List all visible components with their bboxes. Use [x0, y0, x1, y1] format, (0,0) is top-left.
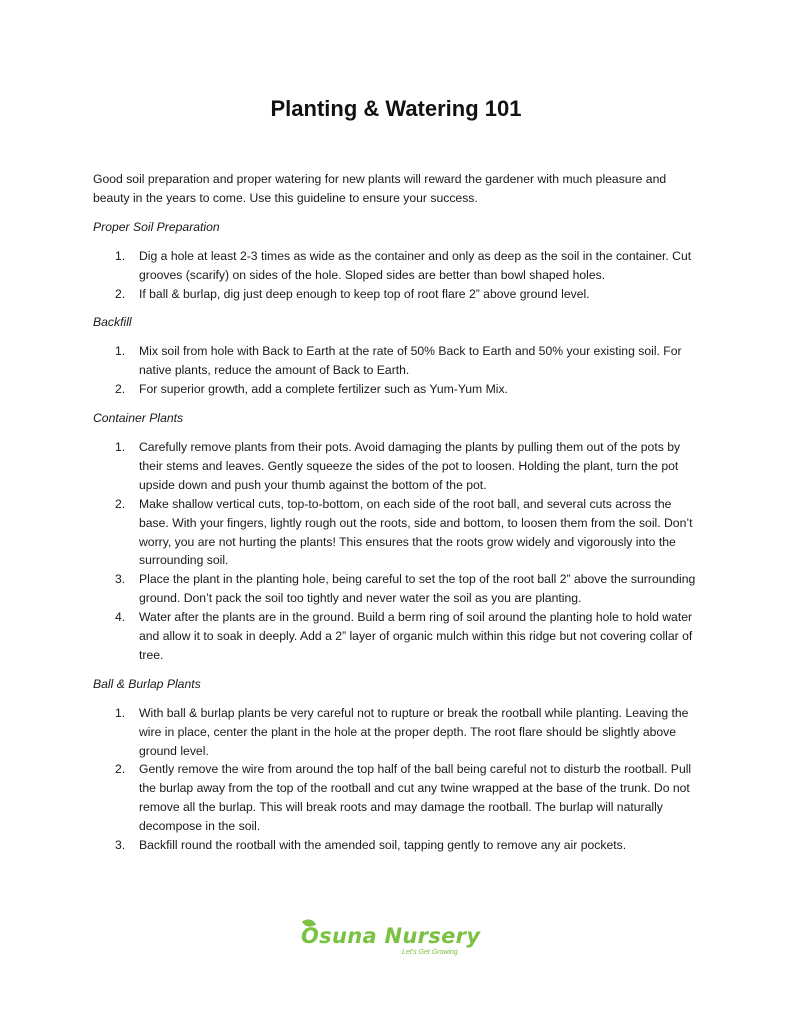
- list-item-text: Carefully remove plants from their pots. Avoid damaging the plants by pulling them out of the pots by their stems and leaves. Gently squeeze the sides of the pot to loosen. Holding the plant, turn the pot upside down and push your thumb against the bottom of the pot.: [139, 439, 681, 492]
- logo-tagline: Let's Get Growing: [402, 949, 458, 956]
- osuna-nursery-logo: [299, 916, 499, 964]
- section-heading-backfill: Backfill: [93, 315, 132, 330]
- section-heading-ball-burlap-plants: Ball & Burlap Plants: [93, 676, 201, 691]
- list-item-number: 1.: [115, 439, 126, 454]
- list-item-text: Place the plant in the planting hole, being careful to set the top of the root ball 2” above the surrounding ground. Don’t pack the soil too tightly and never water the soil as you are planting.: [139, 572, 696, 606]
- list-item: [93, 247, 701, 285]
- list-item: [93, 285, 701, 304]
- list-item-number: 3.: [115, 838, 126, 853]
- list-item: [93, 495, 701, 571]
- logo-wordmark: Osuna Nursery: [301, 924, 481, 948]
- list-item-number: 1.: [115, 248, 126, 263]
- list-item-text: Make shallow vertical cuts, top-to-bottom, on each side of the root ball, and several cuts across the base. With your fingers, lightly rough out the roots, side and bottom, to loosen them from the soil. Don’t worry, you are not hurting the plants! This ensures that the roots grow widely and vigorously into the surrounding soil.: [139, 496, 693, 568]
- list-item-text: For superior growth, add a complete fertilizer such as Yum-Yum Mix.: [139, 382, 508, 397]
- list-item-text: With ball & burlap plants be very careful not to rupture or break the rootball while planting. Leaving the wire in place, center the plant in the hole at the proper depth. The root flare should be slightly above ground level.: [139, 705, 689, 758]
- intro-paragraph: Good soil preparation and proper watering for new plants will reward the gardener with much pleasure and beauty in the years to come. Use this guideline to ensure your success.: [93, 172, 667, 205]
- list-item-text: Backfill round the rootball with the amended soil, tapping gently to remove any air pockets.: [139, 838, 627, 853]
- list-item: [93, 608, 701, 665]
- list-item: [93, 836, 701, 855]
- container-plants-list: [93, 438, 701, 665]
- list-item-number: 3.: [115, 572, 126, 587]
- list-item-text: Water after the plants are in the ground. Build a berm ring of soil around the planting hole to hold water and allow it to soak in deeply. Add a 2” layer of organic mulch within this ridge but not covering collar of tree.: [139, 610, 693, 662]
- page-title: Planting & Watering 101: [270, 96, 522, 121]
- list-item-number: 2.: [115, 382, 126, 397]
- ball-burlap-list: [93, 704, 701, 855]
- list-item-number: 1.: [115, 344, 126, 359]
- list-item: [93, 760, 701, 836]
- list-item-number: 1.: [115, 705, 126, 720]
- section-heading-container-plants: Container Plants: [93, 411, 184, 426]
- section-heading-soil-preparation: Proper Soil Preparation: [93, 219, 220, 234]
- list-item-text: Dig a hole at least 2-3 times as wide as the container and only as deep as the soil in the container. Cut grooves (scarify) on sides of the hole. Sloped sides are better than bowl shaped holes.: [139, 248, 692, 282]
- list-item-number: 4.: [115, 610, 126, 625]
- list-item-text: Gently remove the wire from around the top half of the ball being careful not to disturb the rootball. Pull the burlap away from the top of the rootball and cut any twine wrapped at the base of the trunk. Do not remove all the burlap. This will break roots and may damage the rootball. The burlap will naturally decompose in the soil.: [139, 762, 692, 834]
- list-item: [93, 342, 701, 380]
- soil-preparation-list: [93, 247, 701, 304]
- list-item-text: If ball & burlap, dig just deep enough to keep top of root flare 2” above ground level.: [139, 286, 590, 301]
- list-item-text: Mix soil from hole with Back to Earth at the rate of 50% Back to Earth and 50% your existing soil. For native plants, reduce the amount of Back to Earth.: [139, 344, 682, 378]
- list-item-number: 2.: [115, 286, 126, 301]
- list-item: [93, 704, 701, 761]
- document-body: [93, 170, 701, 865]
- list-item: [93, 380, 701, 399]
- backfill-list: [93, 342, 701, 399]
- list-item: [93, 438, 701, 495]
- list-item-number: 2.: [115, 496, 126, 511]
- list-item-number: 2.: [115, 762, 126, 777]
- list-item: [93, 570, 701, 608]
